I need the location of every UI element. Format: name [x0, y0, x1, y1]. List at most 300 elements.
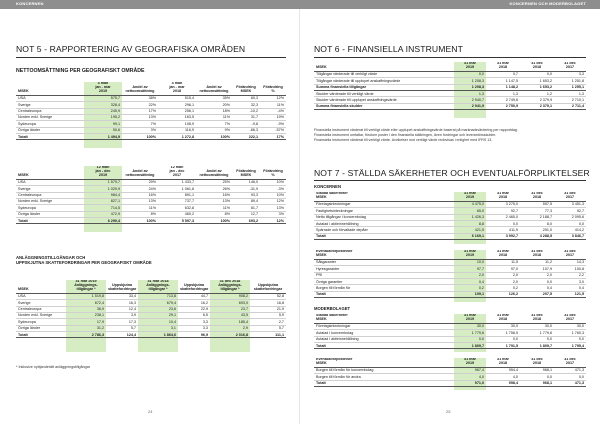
cell-value: 3,3 — [178, 319, 210, 325]
cell-value: 116,9 — [158, 127, 196, 133]
column-header: 31 dec 2017 — [554, 314, 586, 323]
row-label: Centraleuropa — [16, 108, 84, 114]
cell-value: -9% — [260, 121, 286, 127]
cell-value: 18% — [196, 108, 232, 114]
cell-value: 44,7 — [178, 293, 210, 299]
cell-value: 9% — [196, 127, 232, 133]
cell-value: 1 494,9 — [84, 134, 122, 140]
cell-value: 5,9 — [250, 312, 286, 318]
column-header: MSEK — [16, 166, 84, 179]
cell-value: 2 750,9 — [486, 103, 520, 109]
cell-value: 12% — [260, 198, 286, 204]
row-label: Skulder värderade till upplupet anskaffningsvärde — [314, 97, 454, 103]
cell-value: 632,8 — [158, 205, 196, 211]
table-header-row — [16, 280, 286, 293]
column-header: 31 dec 2018 — [520, 314, 554, 323]
cell-value: 0,0 — [554, 374, 586, 380]
cell-value: 954,4 — [486, 367, 520, 373]
cell-value: 6,5 — [178, 312, 210, 318]
column-header: 31 mar 2018 — [486, 192, 520, 201]
row-label: Sydeuropa — [16, 205, 84, 211]
cell-value: 1 779,6 — [454, 330, 486, 336]
cell-value: 30,0 — [520, 323, 554, 329]
row-label: Övriga länder — [16, 211, 84, 217]
cell-value: 16,8 — [250, 300, 286, 306]
column-header: Andel av nettoomsättning — [122, 166, 158, 179]
cell-value: 4,0 — [454, 374, 486, 380]
cell-value: 0,0 — [454, 71, 486, 77]
column-header: Eventualförpliktelser MSEK — [314, 358, 454, 367]
contingent-liabilities-group-table — [314, 250, 586, 298]
cell-value: 24% — [122, 186, 158, 192]
cell-value: 1 579,7 — [84, 179, 122, 185]
table-total-row — [16, 134, 286, 140]
cell-value: 52,8 — [250, 293, 286, 299]
cell-value: 3,3 — [178, 325, 210, 331]
cell-value: 0,0 — [520, 374, 554, 380]
cell-value: 1,3 — [486, 90, 520, 96]
cell-value: 30,0 — [486, 323, 520, 329]
cell-value: 6 290,4 — [84, 218, 122, 224]
koncernen-label: KONCERNEN — [314, 184, 341, 189]
cell-value: 2,7 — [250, 319, 286, 325]
cell-value: 0,0 — [486, 220, 520, 226]
cell-value: 12,7 — [232, 211, 260, 217]
column-header: Förändring MSEK — [232, 82, 260, 95]
column-header: 31 mar 2019 — [454, 358, 486, 367]
cell-value: 50,6 — [84, 127, 122, 133]
cell-value: 245,9 — [84, 108, 122, 114]
cell-value: 328,4 — [84, 102, 122, 108]
column-header: 31 mar 2019 — [454, 192, 486, 201]
cell-value: 0,7 — [486, 71, 520, 77]
column-header: MSEK — [16, 82, 84, 95]
cell-value: 121,5 — [554, 291, 586, 297]
cell-value: 12,4 — [106, 306, 138, 312]
cell-value: 4 288,5 — [520, 233, 554, 239]
cell-value: 908,2 — [210, 293, 250, 299]
column-header: 31 mar 2018 — [486, 62, 520, 71]
cell-value: 2 940,7 — [454, 97, 486, 103]
row-label: Totalt — [16, 134, 84, 140]
cell-value: 1 147,5 — [486, 78, 520, 84]
table-header-row — [314, 192, 586, 201]
cell-value: -57% — [260, 127, 286, 133]
cell-value: 2 188,7 — [520, 214, 554, 220]
column-header: Förändring % — [260, 166, 286, 179]
cell-value: 693,2 — [232, 218, 260, 224]
cell-value: 1 208,3 — [454, 78, 486, 84]
assets-section-title: ANLÄGGNINGSTILLGÅNGAR OCH UPPSKJUTNA SKATTEFORDRINGAR PER GEOGRAFISKT OMRÅDE — [16, 255, 152, 265]
cell-value: 2,9 — [210, 325, 250, 331]
cell-value: -31,9 — [232, 186, 260, 192]
column-header: 12 mån jan - dec 2019 — [84, 166, 122, 179]
cell-value: 251,0 — [520, 227, 554, 233]
cell-value: 38% — [122, 95, 158, 101]
row-label: Hyresgaranter — [314, 266, 454, 272]
cell-value: 8,8 — [454, 220, 486, 226]
cell-value: 3,1 — [138, 325, 178, 331]
cell-value: 984,4 — [84, 192, 122, 198]
cell-value: 1 864,6 — [138, 332, 178, 338]
row-label: Centraleuropa — [16, 192, 84, 198]
row-label: Avtalad i aktieinnehållning — [314, 220, 454, 226]
cell-value: 1 433,7 — [158, 179, 196, 185]
cell-value: 13% — [196, 198, 232, 204]
cell-value: -66,3 — [232, 127, 260, 133]
column-header: 31 mar 2018 — [486, 250, 520, 259]
table-total-row — [314, 233, 586, 239]
cell-value: 2 379,1 — [520, 103, 554, 109]
column-header: 31 mar 2019 Anläggnings- tillgångar * — [66, 280, 106, 293]
column-header: 3 mån jan - mar 2019 — [84, 82, 122, 95]
row-label: Avtalad i koncernbolag — [314, 330, 454, 336]
cell-value: 2 379,9 — [520, 97, 554, 103]
cell-value: 43,5 — [210, 312, 250, 318]
column-header: Förändring % — [260, 82, 286, 95]
cell-value: 97,0 — [486, 266, 520, 272]
row-label: Tillgångar värderade till verkligt värde — [314, 71, 454, 77]
cell-value: 8,0 — [520, 220, 554, 226]
column-header: 31 mar 2019 — [454, 250, 486, 259]
row-label: Summa finansiella tillgångar — [314, 84, 454, 90]
cell-value: 163,5 — [158, 114, 196, 120]
cell-value: 256,1 — [158, 108, 196, 114]
cell-value: 207,5 — [520, 291, 554, 297]
cell-value: 8% — [122, 211, 158, 217]
row-label: Sverige — [16, 186, 84, 192]
cell-value: 31,2 — [66, 325, 106, 331]
cell-value: 107,9 — [520, 266, 554, 272]
row-label: Övriga länder — [16, 325, 66, 331]
column-header: Andel av nettoomsättning — [196, 166, 232, 179]
cell-value: 0,0 — [486, 336, 520, 342]
row-label: USA — [16, 95, 84, 101]
row-label: Sydeuropa — [16, 121, 84, 127]
column-header: MSEK — [314, 62, 454, 71]
cell-value: 714,5 — [84, 205, 122, 211]
row-label: Norden exkl. Sverige — [16, 312, 66, 318]
cell-value: 0,0 — [554, 220, 586, 226]
column-header: 31 dec 2017 — [554, 62, 586, 71]
row-label: Netto tillgångar i koncernbolag — [314, 214, 454, 220]
cell-value: 17% — [260, 134, 286, 140]
right-header-bar — [300, 0, 600, 9]
cell-value: 108,9 — [158, 121, 196, 127]
cell-value: 971,0 — [454, 380, 486, 386]
table-header-row — [16, 166, 286, 179]
table-header-row — [314, 358, 586, 367]
cell-value: 968,1 — [520, 367, 554, 373]
cell-value: 3,3 — [554, 71, 586, 77]
cell-value: 77,3 — [520, 208, 554, 214]
cell-value: 2,2 — [554, 272, 586, 278]
column-header: 31 mar 2019 — [454, 62, 486, 71]
cell-value: 515,4 — [158, 95, 196, 101]
row-label: Företagsinteckningar — [314, 323, 454, 329]
cell-value: 23,6 — [138, 306, 178, 312]
row-label: Avtalad i aktieinnehållning — [314, 336, 454, 342]
cell-value: 109,1 — [454, 291, 486, 297]
note7-rule — [314, 180, 586, 181]
cell-value: 3,0 — [554, 278, 586, 284]
row-label: Spärrade och förvaltade depåer — [314, 227, 454, 233]
revenue-q1-table — [16, 82, 286, 140]
cell-value: 22% — [122, 102, 158, 108]
cell-value: 1 029,9 — [84, 186, 122, 192]
row-label: Sverige — [16, 102, 84, 108]
cell-value: 414,2 — [554, 227, 586, 233]
row-label: Övriga länder — [16, 127, 84, 133]
cell-value: 126,2 — [486, 291, 520, 297]
cell-value: 17,9 — [66, 319, 106, 325]
cell-value: 25% — [196, 179, 232, 185]
cell-value: 13% — [122, 198, 158, 204]
column-header: Uppskjutna skattefordringar — [250, 280, 286, 293]
row-label: Tillgångar värderade till upplupet anskaffningsvärde — [314, 78, 454, 84]
table-total-row — [314, 380, 586, 386]
cell-value: 65,0 — [454, 208, 486, 214]
cell-value: 3,9 — [106, 312, 138, 318]
assets-footnote: * Inklusive nyttjanderätt anläggningstillgångar — [16, 365, 91, 369]
column-header: Ställda säkerheter MSEK — [314, 192, 454, 201]
cell-value: 737,7 — [158, 198, 196, 204]
cell-value: 222,1 — [232, 134, 260, 140]
left-page-number: 24 — [148, 409, 153, 414]
cell-value: 3% — [260, 211, 286, 217]
table-total-row — [314, 342, 586, 348]
cell-value: 0,0 — [554, 336, 586, 342]
cell-value: 2,0 — [454, 272, 486, 278]
cell-value: 411,9 — [486, 227, 520, 233]
cell-value: 2 016,8 — [210, 332, 250, 338]
cell-value: 100% — [122, 134, 158, 140]
cell-value: 93,3 — [232, 192, 260, 198]
cell-value: 16,3 — [106, 300, 138, 306]
cell-value: -9,8 — [232, 121, 260, 127]
cell-value: 2 465,0 — [486, 214, 520, 220]
cell-value: 11% — [196, 114, 232, 120]
note5-rule — [16, 57, 286, 58]
cell-value: 693,0 — [210, 300, 250, 306]
cell-value: 100% — [196, 134, 232, 140]
cell-value: 89,4 — [232, 198, 260, 204]
cell-value: 22,9 — [178, 306, 210, 312]
cell-value: 11,5 — [486, 259, 520, 265]
cell-value: 100% — [122, 218, 158, 224]
cell-value: 8% — [196, 211, 232, 217]
row-label: Totalt — [314, 233, 454, 239]
cell-value: 124,4 — [106, 332, 138, 338]
moderbolaget-label: MODERBOLAGET — [314, 306, 351, 311]
cell-value: 460,2 — [158, 211, 196, 217]
column-header: 31 dec 2018 — [520, 358, 554, 367]
cell-value: 30,0 — [454, 323, 486, 329]
cell-value: 3 846,7 — [554, 233, 586, 239]
cell-value: 2 941,9 — [454, 103, 486, 109]
cell-value: 1 255,1 — [554, 84, 586, 90]
cell-value: 2,0 — [486, 278, 520, 284]
note6-rule — [314, 57, 586, 58]
cell-value: 891,1 — [158, 192, 196, 198]
cell-value: 10,0 — [454, 259, 486, 265]
cell-value: 1,3 — [554, 90, 586, 96]
column-header: 31 dec 2018 — [520, 250, 554, 259]
cell-value: 713,8 — [138, 293, 178, 299]
cell-value: 100,8 — [554, 266, 586, 272]
right-page — [300, 0, 600, 424]
cell-value: 20% — [196, 102, 232, 108]
column-header: 31 mar 2019 — [454, 314, 486, 323]
cell-value: 1 653,2 — [520, 78, 554, 84]
cell-value: 4 475,0 — [454, 201, 486, 207]
pledged-assets-parent-table — [314, 314, 586, 349]
cell-value: 16% — [122, 192, 158, 198]
row-label: Övriga garantier — [314, 278, 454, 284]
cell-value: 0,2 — [486, 285, 520, 291]
table-header-row — [314, 314, 586, 323]
cell-value: -3% — [260, 186, 286, 192]
row-label: Totalt — [16, 218, 84, 224]
column-header: 31 dec 2017 — [554, 250, 586, 259]
cell-value: 575,7 — [84, 95, 122, 101]
cell-value: 35% — [196, 95, 232, 101]
cell-value: 96,9 — [178, 332, 210, 338]
cell-value: 0,4 — [554, 285, 586, 291]
cell-value: 0,0 — [454, 336, 486, 342]
cell-value: 2 749,6 — [486, 97, 520, 103]
cell-value: 471,3 — [554, 380, 586, 386]
cell-value: -10,2 — [232, 108, 260, 114]
cell-value: 967,4 — [454, 367, 486, 373]
column-header: Förändring MSEK — [232, 166, 260, 179]
table-header-row — [314, 62, 586, 71]
cell-value: 92,7 — [554, 208, 586, 214]
cell-value: 11,2 — [520, 259, 554, 265]
left-header-bar — [0, 0, 300, 9]
row-label: Skulder värderade till verkligt värde — [314, 90, 454, 96]
column-header: 3 mån jan - mar 2018 — [158, 82, 196, 95]
row-label: Totalt — [314, 380, 454, 386]
cell-value: 3 275,0 — [486, 201, 520, 207]
cell-value: 1 760,3 — [554, 330, 586, 336]
cell-value: 19% — [260, 114, 286, 120]
table-header-row — [314, 250, 586, 259]
cell-value: 0,0 — [520, 278, 554, 284]
left-header-label: KONCERNEN — [16, 1, 44, 6]
cell-value: 2 095,6 — [554, 214, 586, 220]
cell-value: 7% — [196, 121, 232, 127]
cell-value: 3 451,3 — [554, 201, 586, 207]
column-header: 31 dec 2018 — [520, 192, 554, 201]
cell-value: 60,3 — [232, 95, 260, 101]
cell-value: 10% — [260, 179, 286, 185]
row-label: USA — [16, 293, 66, 299]
table-header-row — [16, 82, 286, 95]
assets-table — [16, 280, 286, 338]
cell-value: 5 597,3 — [158, 218, 196, 224]
column-header: Uppskjutna skattefordringar — [106, 280, 138, 293]
cell-value: 111,1 — [250, 332, 286, 338]
column-header: MSEK — [16, 280, 66, 293]
row-label: Borgen till förmån för koncernbolag — [314, 367, 454, 373]
column-header: 12 mån jan - dec 2017 — [158, 166, 196, 179]
row-label: Såkgaranter — [314, 259, 454, 265]
column-header: 31 mar 2018 Anläggnings- tillgångar * — [138, 280, 178, 293]
cell-value: 30,0 — [554, 323, 586, 329]
cell-value: 1 519,8 — [66, 293, 106, 299]
note6-title: NOT 6 - FINANSIELLA INSTRUMENT — [314, 44, 463, 54]
cell-value: 1 251,8 — [554, 78, 586, 84]
cell-value: 0,0 — [520, 336, 554, 342]
cell-value: 2,0 — [486, 272, 520, 278]
cell-value: 11% — [196, 205, 232, 211]
cell-value: 16,2 — [178, 300, 210, 306]
cell-value: 16% — [196, 192, 232, 198]
column-header: Ställda säkerheter MSEK — [314, 314, 454, 323]
cell-value: 1 809,7 — [454, 342, 486, 348]
row-label: Borgen till förmån för andra — [314, 374, 454, 380]
cell-value: 1,3 — [454, 90, 486, 96]
cell-value: 33,4 — [106, 293, 138, 299]
cell-value: 3 992,7 — [486, 233, 520, 239]
cell-value: 2,0 — [520, 272, 554, 278]
table-total-row — [314, 103, 586, 109]
column-header: Uppskjutna skattefordringar — [178, 280, 210, 293]
cell-value: 5,7 — [250, 325, 286, 331]
contingent-liabilities-parent-table — [314, 358, 586, 387]
column-header: Eventualförpliktelser MSEK — [314, 250, 454, 259]
table-total-row — [314, 291, 586, 297]
cell-value: 21,9 — [250, 306, 286, 312]
cell-value: 1 061,8 — [158, 186, 196, 192]
cell-value: 1 795,4 — [554, 342, 586, 348]
cell-value: 0,2 — [454, 285, 486, 291]
cell-value: 1 208,3 — [454, 84, 486, 90]
cell-value: 11% — [260, 102, 286, 108]
cell-value: 296,1 — [158, 102, 196, 108]
cell-value: 99,1 — [84, 121, 122, 127]
revenue-12m-table — [16, 166, 286, 224]
cell-value: 1 426,3 — [454, 214, 486, 220]
cell-value: 1 653,2 — [520, 84, 554, 90]
note5-title: NOT 5 - RAPPORTERING AV GEOGRAFISKA OMRÅDEN — [16, 44, 246, 54]
cell-value: 17,3 — [106, 319, 138, 325]
column-header: Andel av nettoomsättning — [122, 82, 158, 95]
cell-value: -4% — [260, 108, 286, 114]
row-label: Norden exkl. Sverige — [16, 198, 84, 204]
cell-value: 1 272,8 — [158, 134, 196, 140]
cell-value: 26% — [196, 186, 232, 192]
cell-value: 421,5 — [454, 227, 486, 233]
cell-value: 5,7 — [106, 325, 138, 331]
row-label: Totalt — [314, 291, 454, 297]
cell-value: 557,5 — [520, 201, 554, 207]
row-label: Summa finansiella skulder — [314, 103, 454, 109]
cell-value: 1 148,2 — [486, 84, 520, 90]
note7-title: NOT 7 - STÄLLDA SÄKERHETER OCH EVENTUALFÖRPLIKTELSER — [314, 168, 590, 178]
revenue-section-title: NETTOOMSÄTTNING PER GEOGRAFISKT OMRÅDE — [16, 68, 145, 74]
table-total-row — [16, 332, 286, 338]
cell-value: 472,9 — [84, 211, 122, 217]
cell-value: 12% — [260, 218, 286, 224]
cell-value: 195,2 — [84, 114, 122, 120]
note6-paragraph: Finansiella instrument värderat till verkligt värde eller upplupet anskaffningsvärde baserat på marknadsvärdering per rapportdag. Finansiella instrument omfattar, förutom poster i den finansiella ställningen, även fordringar och leverantörsskulder. Finansiella instrument värderat till verkligt värde. Avvikelser mot verkligt värde redovisas i enlighet med IFRS 13. — [314, 128, 518, 143]
row-label: Sydeuropa — [16, 319, 66, 325]
cell-value: 1 779,6 — [520, 330, 554, 336]
column-header: 31 mar 2018 — [486, 314, 520, 323]
cell-value: 0,4 — [454, 278, 486, 284]
